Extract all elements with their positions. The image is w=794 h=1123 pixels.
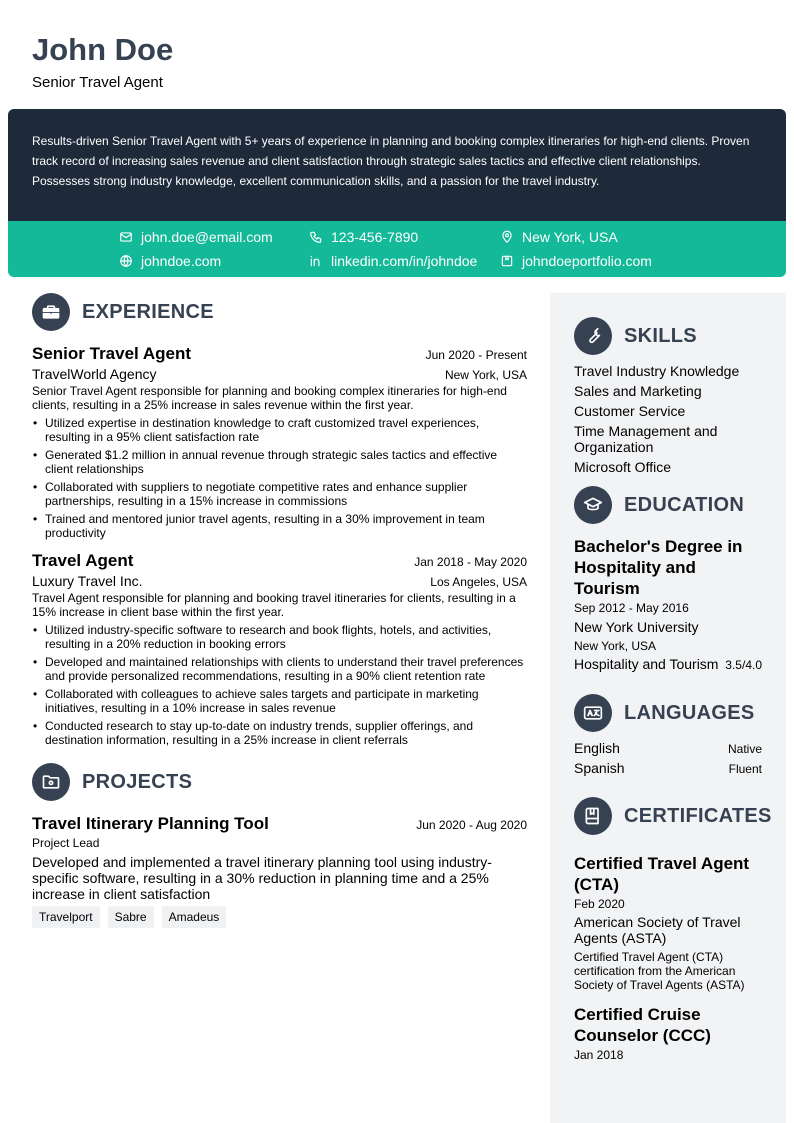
certificate-issuer: American Society of Travel Agents (ASTA)	[574, 914, 741, 946]
language-row	[574, 760, 762, 780]
project-title: Travel Itinerary Planning Tool	[32, 814, 269, 833]
education-field-row	[574, 656, 762, 676]
projects-title: PROJECTS	[82, 770, 193, 793]
job-date: Jun 2020 - Present	[425, 348, 527, 362]
project-role: Project Lead	[32, 836, 100, 850]
certificate-entry	[574, 1004, 762, 1065]
main-column	[32, 293, 527, 928]
skill-item: Time Management and Organization	[574, 423, 718, 455]
certificates-heading	[574, 797, 772, 835]
languages-list	[574, 740, 762, 780]
contact-bar	[8, 221, 786, 277]
contact-email[interactable]	[119, 227, 273, 247]
language-level: Native	[727, 742, 762, 756]
project-tags	[32, 906, 527, 928]
job-bullets	[32, 416, 527, 540]
language-level: Fluent	[728, 762, 762, 776]
folder-icon	[41, 772, 61, 792]
projects-badge	[32, 763, 70, 801]
skills-list	[574, 363, 762, 475]
globe-icon	[119, 254, 133, 268]
contact-linkedin-text: linkedin.com/in/johndoe	[331, 253, 478, 269]
job-bullet: • Utilized expertise in destination knowledge to craft customized travel experiences, resulting in a 95% client satisfaction rate	[32, 416, 527, 444]
briefcase-icon	[41, 302, 61, 322]
education-location: New York, USA	[574, 639, 657, 653]
languages-heading	[574, 694, 762, 732]
education-badge	[574, 486, 612, 524]
languages-badge	[574, 694, 612, 732]
contact-email-text: john.doe@email.com	[141, 229, 273, 245]
candidate-name: John Doe	[32, 32, 174, 67]
job-location: Los Angeles, USA	[430, 575, 527, 589]
job-title: Travel Agent	[32, 551, 134, 570]
contact-portfolio-text: johndoeportfolio.com	[522, 253, 652, 269]
graduation-cap-icon	[583, 495, 603, 515]
job-company: Luxury Travel Inc.	[32, 573, 143, 589]
education-title: EDUCATION	[624, 493, 745, 516]
education-degree: Bachelor's Degree in Hospitality and Tourism	[574, 537, 743, 598]
contact-phone-text: 123-456-7890	[331, 229, 419, 245]
job-entry	[32, 550, 527, 747]
skill-item: Microsoft Office	[574, 459, 671, 475]
project-description: Developed and implemented a travel itinerary planning tool using industry-specific software, resulting in a 30% reduction in planning time and a 25% increase in client satisfaction	[32, 854, 492, 902]
project-entry	[32, 813, 527, 928]
phone-icon	[309, 230, 323, 244]
education-date: Sep 2012 - May 2016	[574, 601, 689, 615]
contact-website[interactable]	[119, 251, 221, 271]
project-tag: Sabre	[108, 906, 154, 928]
certificate-description: Certified Travel Agent (CTA) certification from the American Society of Travel Agents (ASTA)	[574, 950, 745, 992]
job-entry	[32, 343, 527, 540]
certificate-entry	[574, 853, 762, 992]
summary-section	[8, 109, 786, 221]
contact-portfolio[interactable]	[500, 251, 652, 271]
certificates-title: CERTIFICATES	[624, 804, 772, 827]
job-title: Senior Travel Agent	[32, 344, 192, 363]
job-bullets	[32, 623, 527, 747]
language-row	[574, 740, 762, 760]
experience-badge	[32, 293, 70, 331]
education-field: Hospitality and Tourism	[574, 656, 719, 672]
job-company: TravelWorld Agency	[32, 366, 157, 382]
linkedin-icon	[309, 254, 323, 268]
job-date: Jan 2018 - May 2020	[414, 555, 527, 569]
contact-phone[interactable]	[309, 227, 418, 247]
skill-item: Customer Service	[574, 403, 686, 419]
project-tag: Amadeus	[162, 906, 227, 928]
translate-icon	[583, 703, 603, 723]
skills-badge	[574, 317, 612, 355]
languages-title: LANGUAGES	[624, 701, 755, 724]
job-bullet: • Generated $1.2 million in annual revenue through strategic sales tactics and effective client relationships	[32, 448, 527, 476]
projects-heading	[32, 763, 527, 801]
summary-text: Results-driven Senior Travel Agent with 5+ years of experience in planning and booking complex itineraries for high-end clients. Proven track record of increasing sales revenue and client satisfaction through strategic sales tactics and effective client relationships. Possesses strong industry knowledge, excellent communication skills, and a passion for the travel industry.	[32, 134, 750, 188]
job-description: Travel Agent responsible for planning and booking travel itineraries for clients, resulting in a 15% increase in client base within the first year.	[32, 591, 516, 619]
certificate-title: Certified Cruise Counselor (CCC)	[574, 1005, 711, 1045]
experience-heading	[32, 293, 527, 331]
education-school: New York University	[574, 619, 699, 635]
education-gpa: 3.5/4.0	[725, 658, 762, 672]
mail-icon	[119, 230, 133, 244]
map-pin-icon	[500, 230, 514, 244]
certificate-date: Jan 2018	[574, 1048, 624, 1062]
language-name: Spanish	[574, 760, 625, 776]
experience-title: EXPERIENCE	[82, 300, 214, 323]
contact-website-text: johndoe.com	[141, 253, 222, 269]
language-name: English	[574, 740, 620, 756]
job-description: Senior Travel Agent responsible for planning and booking complex itineraries for high-end clients, resulting in a 25% increase in sales revenue within the first year.	[32, 384, 507, 412]
sidebar	[550, 293, 786, 1123]
job-bullet: • Collaborated with suppliers to negotiate competitive rates and enhance supplier partnerships, resulting in a 15% increase in commissions	[32, 480, 527, 508]
resume-header	[32, 30, 173, 92]
skills-title: SKILLS	[624, 324, 697, 347]
candidate-title: Senior Travel Agent	[32, 74, 163, 91]
book-icon	[583, 806, 603, 826]
project-tag: Travelport	[32, 906, 100, 928]
certificates-badge	[574, 797, 612, 835]
certificate-title: Certified Travel Agent (CTA)	[574, 854, 750, 894]
job-bullet: • Collaborated with colleagues to achieve sales targets and participate in marketing initiatives, resulting in a 10% increase in sales revenue	[32, 687, 527, 715]
job-bullet: • Conducted research to stay up-to-date on industry trends, supplier offerings, and destination information, resulting in a 25% increase in client referrals	[32, 719, 527, 747]
skills-heading	[574, 317, 762, 355]
contact-linkedin[interactable]	[309, 251, 477, 271]
skill-item: Travel Industry Knowledge	[574, 363, 740, 379]
job-location: New York, USA	[444, 368, 527, 382]
portfolio-icon	[500, 254, 514, 268]
contact-location-text: New York, USA	[522, 229, 618, 245]
project-date: Jun 2020 - Aug 2020	[416, 818, 527, 832]
skill-item: Sales and Marketing	[574, 383, 702, 399]
job-bullet: • Utilized industry-specific software to research and book flights, hotels, and activities, resulting in a 20% reduction in booking errors	[32, 623, 527, 651]
job-bullet: • Trained and mentored junior travel agents, resulting in a 30% improvement in team productivity	[32, 512, 527, 540]
job-bullet: • Developed and maintained relationships with clients to understand their travel preferences and provide personalized recommendations, resulting in a 90% client retention rate	[32, 655, 527, 683]
wrench-icon	[583, 326, 603, 346]
education-heading	[574, 486, 762, 524]
education-entry	[574, 536, 762, 676]
contact-location	[500, 227, 618, 247]
certificate-date: Feb 2020	[574, 897, 625, 911]
